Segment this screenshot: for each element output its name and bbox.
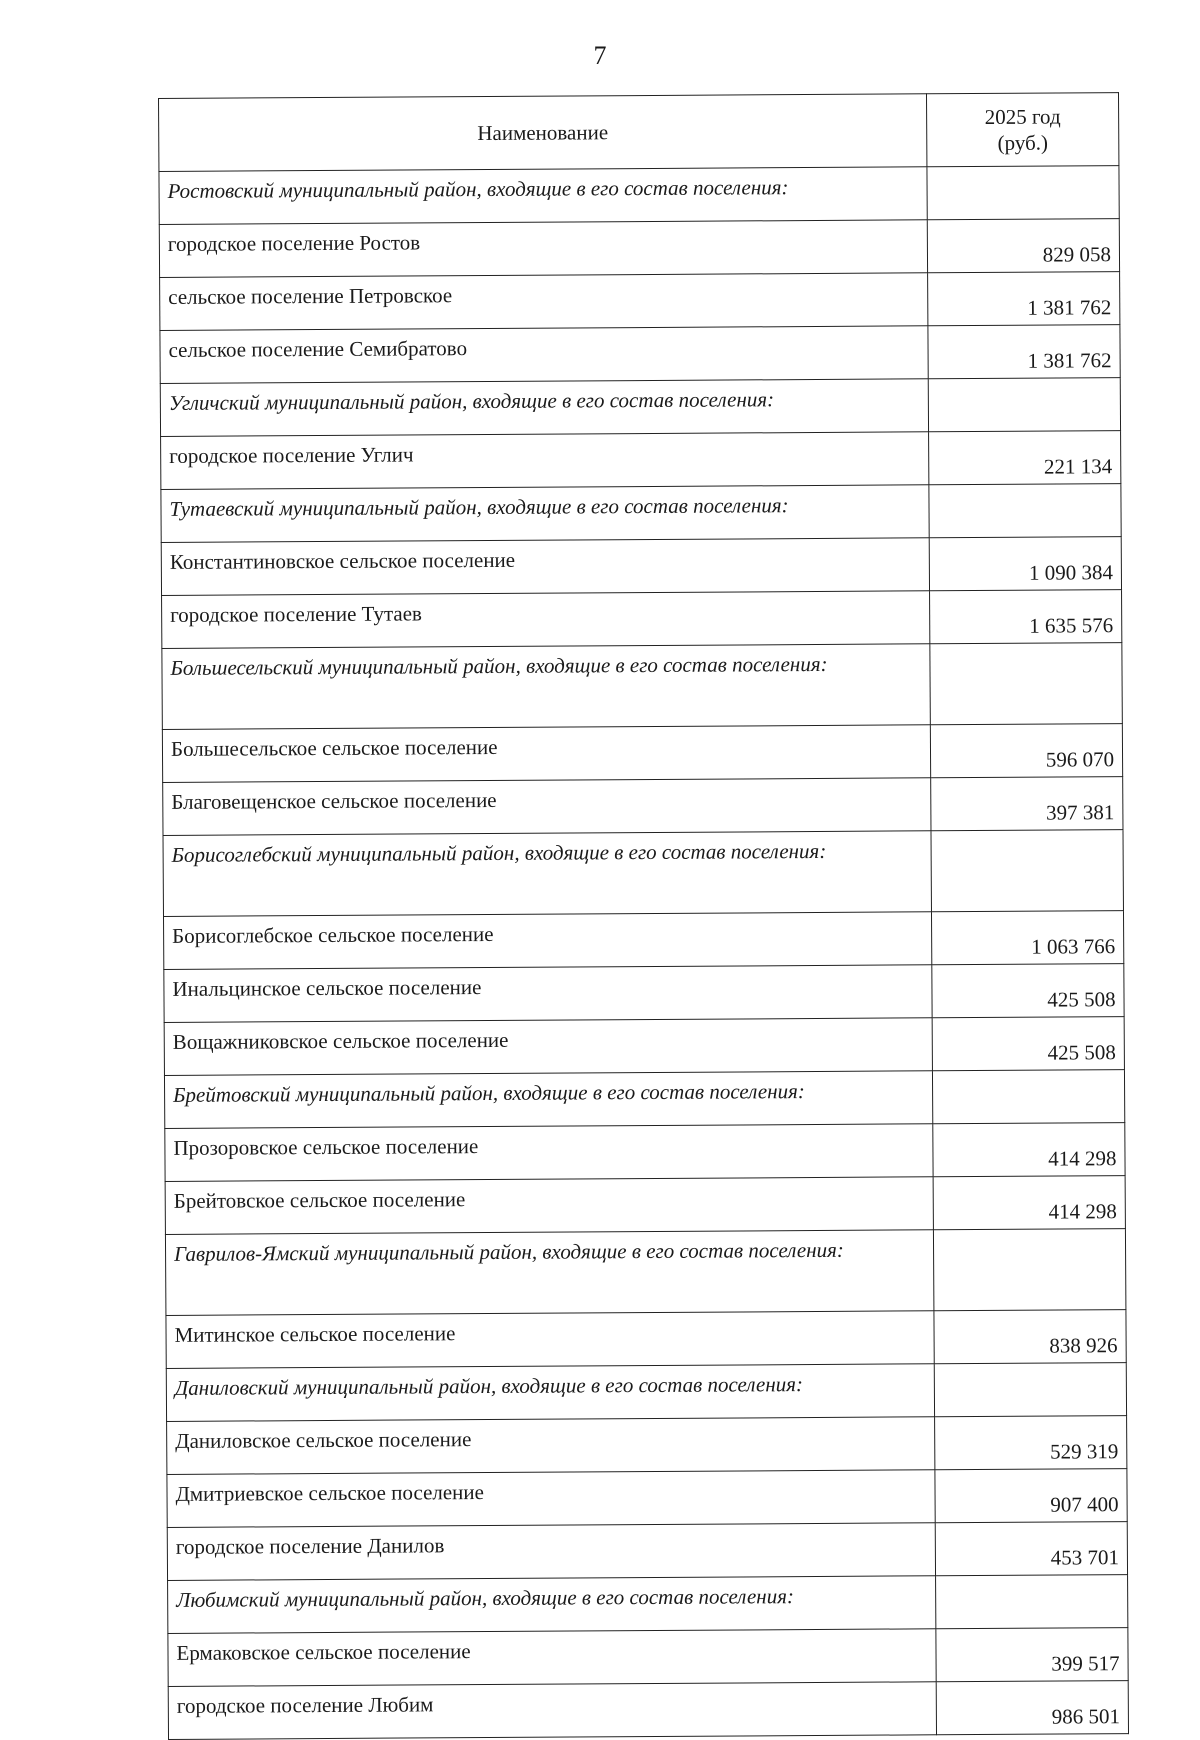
district-name: Даниловский муниципальный район, входящие в его состав поселения: bbox=[166, 1364, 934, 1422]
settlement-name: Дмитриевское сельское поселение bbox=[167, 1470, 935, 1528]
settlement-name: городское поселение Тутаев bbox=[162, 591, 930, 649]
district-header-row bbox=[164, 1070, 1124, 1129]
header-year bbox=[926, 93, 1118, 167]
settlement-name: Константиновское сельское поселение bbox=[161, 538, 929, 596]
district-header-row bbox=[160, 378, 1120, 437]
district-header-row bbox=[162, 643, 1122, 730]
district-name: Брейтовский муниципальный район, входящие в его состав поселения: bbox=[164, 1071, 932, 1129]
amount-cell bbox=[929, 484, 1121, 538]
amount-cell bbox=[930, 643, 1122, 725]
amount-cell bbox=[936, 1575, 1128, 1629]
header-year-line2: (руб.) bbox=[997, 130, 1049, 155]
district-header-row bbox=[163, 830, 1123, 917]
settlement-name: Ермаковское сельское поселение bbox=[168, 1629, 936, 1687]
table-row bbox=[161, 431, 1121, 490]
district-header-row bbox=[166, 1363, 1126, 1422]
amount-cell: 425 508 bbox=[932, 1017, 1124, 1071]
settlement-name: Брейтовское сельское поселение bbox=[165, 1177, 933, 1235]
settlement-name: Инальцинское сельское поселение bbox=[164, 965, 932, 1023]
amount-cell: 453 701 bbox=[935, 1522, 1127, 1576]
district-name: Гаврилов-Ямский муниципальный район, входящие в его состав поселения: bbox=[165, 1230, 933, 1316]
settlement-name: городское поселение Данилов bbox=[167, 1523, 935, 1581]
district-name: Любимский муниципальный район, входящие в его состав поселения: bbox=[168, 1576, 936, 1634]
table-row bbox=[160, 272, 1120, 331]
table-row bbox=[164, 964, 1124, 1023]
table-row bbox=[162, 724, 1122, 783]
settlement-name: Вощажниковское сельское поселение bbox=[164, 1018, 932, 1076]
table-row bbox=[163, 911, 1123, 970]
district-header-row bbox=[168, 1575, 1128, 1634]
table-row bbox=[167, 1522, 1127, 1581]
settlement-name: Борисоглебское сельское поселение bbox=[163, 912, 931, 970]
amount-cell: 399 517 bbox=[936, 1628, 1128, 1682]
amount-cell: 414 298 bbox=[933, 1176, 1125, 1230]
amount-cell: 829 058 bbox=[927, 219, 1119, 273]
table-row bbox=[161, 537, 1121, 596]
district-name: Угличский муниципальный район, входящие в его состав поселения: bbox=[160, 379, 928, 437]
settlement-name: сельское поселение Петровское bbox=[160, 273, 928, 331]
amount-cell: 907 400 bbox=[935, 1469, 1127, 1523]
settlement-name: городское поселение Любим bbox=[168, 1682, 936, 1740]
settlement-name: Благовещенское сельское поселение bbox=[163, 778, 931, 836]
amount-cell: 529 319 bbox=[935, 1416, 1127, 1470]
district-header-row bbox=[165, 1229, 1125, 1316]
budget-table bbox=[158, 92, 1129, 1740]
amount-cell: 1 381 762 bbox=[928, 272, 1120, 326]
table-row bbox=[165, 1176, 1125, 1235]
amount-cell: 838 926 bbox=[934, 1310, 1126, 1364]
amount-cell: 397 381 bbox=[931, 777, 1123, 831]
district-name: Ростовский муниципальный район, входящие в его состав поселения: bbox=[159, 167, 927, 225]
settlement-name: Даниловское сельское поселение bbox=[167, 1417, 935, 1475]
district-name: Большесельский муниципальный район, входящие в его состав поселения: bbox=[162, 644, 930, 730]
amount-cell bbox=[933, 1229, 1125, 1311]
table-row bbox=[166, 1310, 1126, 1369]
header-year-line1: 2025 год bbox=[984, 104, 1061, 129]
amount-cell: 1 090 384 bbox=[929, 537, 1121, 591]
amount-cell: 986 501 bbox=[936, 1681, 1128, 1735]
district-header-row bbox=[161, 484, 1121, 543]
amount-cell bbox=[928, 378, 1120, 432]
document-table-wrapper bbox=[158, 92, 1129, 1740]
settlement-name: Прозоровское сельское поселение bbox=[165, 1124, 933, 1182]
table-row bbox=[159, 219, 1119, 278]
amount-cell: 596 070 bbox=[930, 724, 1122, 778]
header-name: Наименование bbox=[159, 94, 927, 172]
table-row bbox=[163, 777, 1123, 836]
amount-cell: 1 381 762 bbox=[928, 325, 1120, 379]
page-number: 7 bbox=[593, 41, 607, 70]
amount-cell: 221 134 bbox=[929, 431, 1121, 485]
table-row bbox=[168, 1681, 1128, 1740]
table-row bbox=[167, 1416, 1127, 1475]
amount-cell bbox=[934, 1363, 1126, 1417]
table-row bbox=[164, 1017, 1124, 1076]
settlement-name: Митинское сельское поселение bbox=[166, 1311, 934, 1369]
amount-cell bbox=[932, 1070, 1124, 1124]
amount-cell bbox=[927, 166, 1119, 220]
amount-cell: 1 635 576 bbox=[930, 590, 1122, 644]
table-body bbox=[159, 166, 1129, 1740]
district-header-row bbox=[159, 166, 1119, 225]
amount-cell: 1 063 766 bbox=[931, 911, 1123, 965]
settlement-name: сельское поселение Семибратово bbox=[160, 326, 928, 384]
amount-cell: 414 298 bbox=[933, 1123, 1125, 1177]
settlement-name: Большесельское сельское поселение bbox=[162, 725, 930, 783]
amount-cell: 425 508 bbox=[932, 964, 1124, 1018]
settlement-name: городское поселение Ростов bbox=[159, 220, 927, 278]
settlement-name: городское поселение Углич bbox=[161, 432, 929, 490]
table-row bbox=[160, 325, 1120, 384]
amount-cell bbox=[931, 830, 1123, 912]
table-row bbox=[167, 1469, 1127, 1528]
table-row bbox=[162, 590, 1122, 649]
table-row bbox=[165, 1123, 1125, 1182]
table-header-row bbox=[159, 93, 1119, 172]
table-row bbox=[168, 1628, 1128, 1687]
district-name: Тутаевский муниципальный район, входящие в его состав поселения: bbox=[161, 485, 929, 543]
district-name: Борисоглебский муниципальный район, входящие в его состав поселения: bbox=[163, 831, 931, 917]
